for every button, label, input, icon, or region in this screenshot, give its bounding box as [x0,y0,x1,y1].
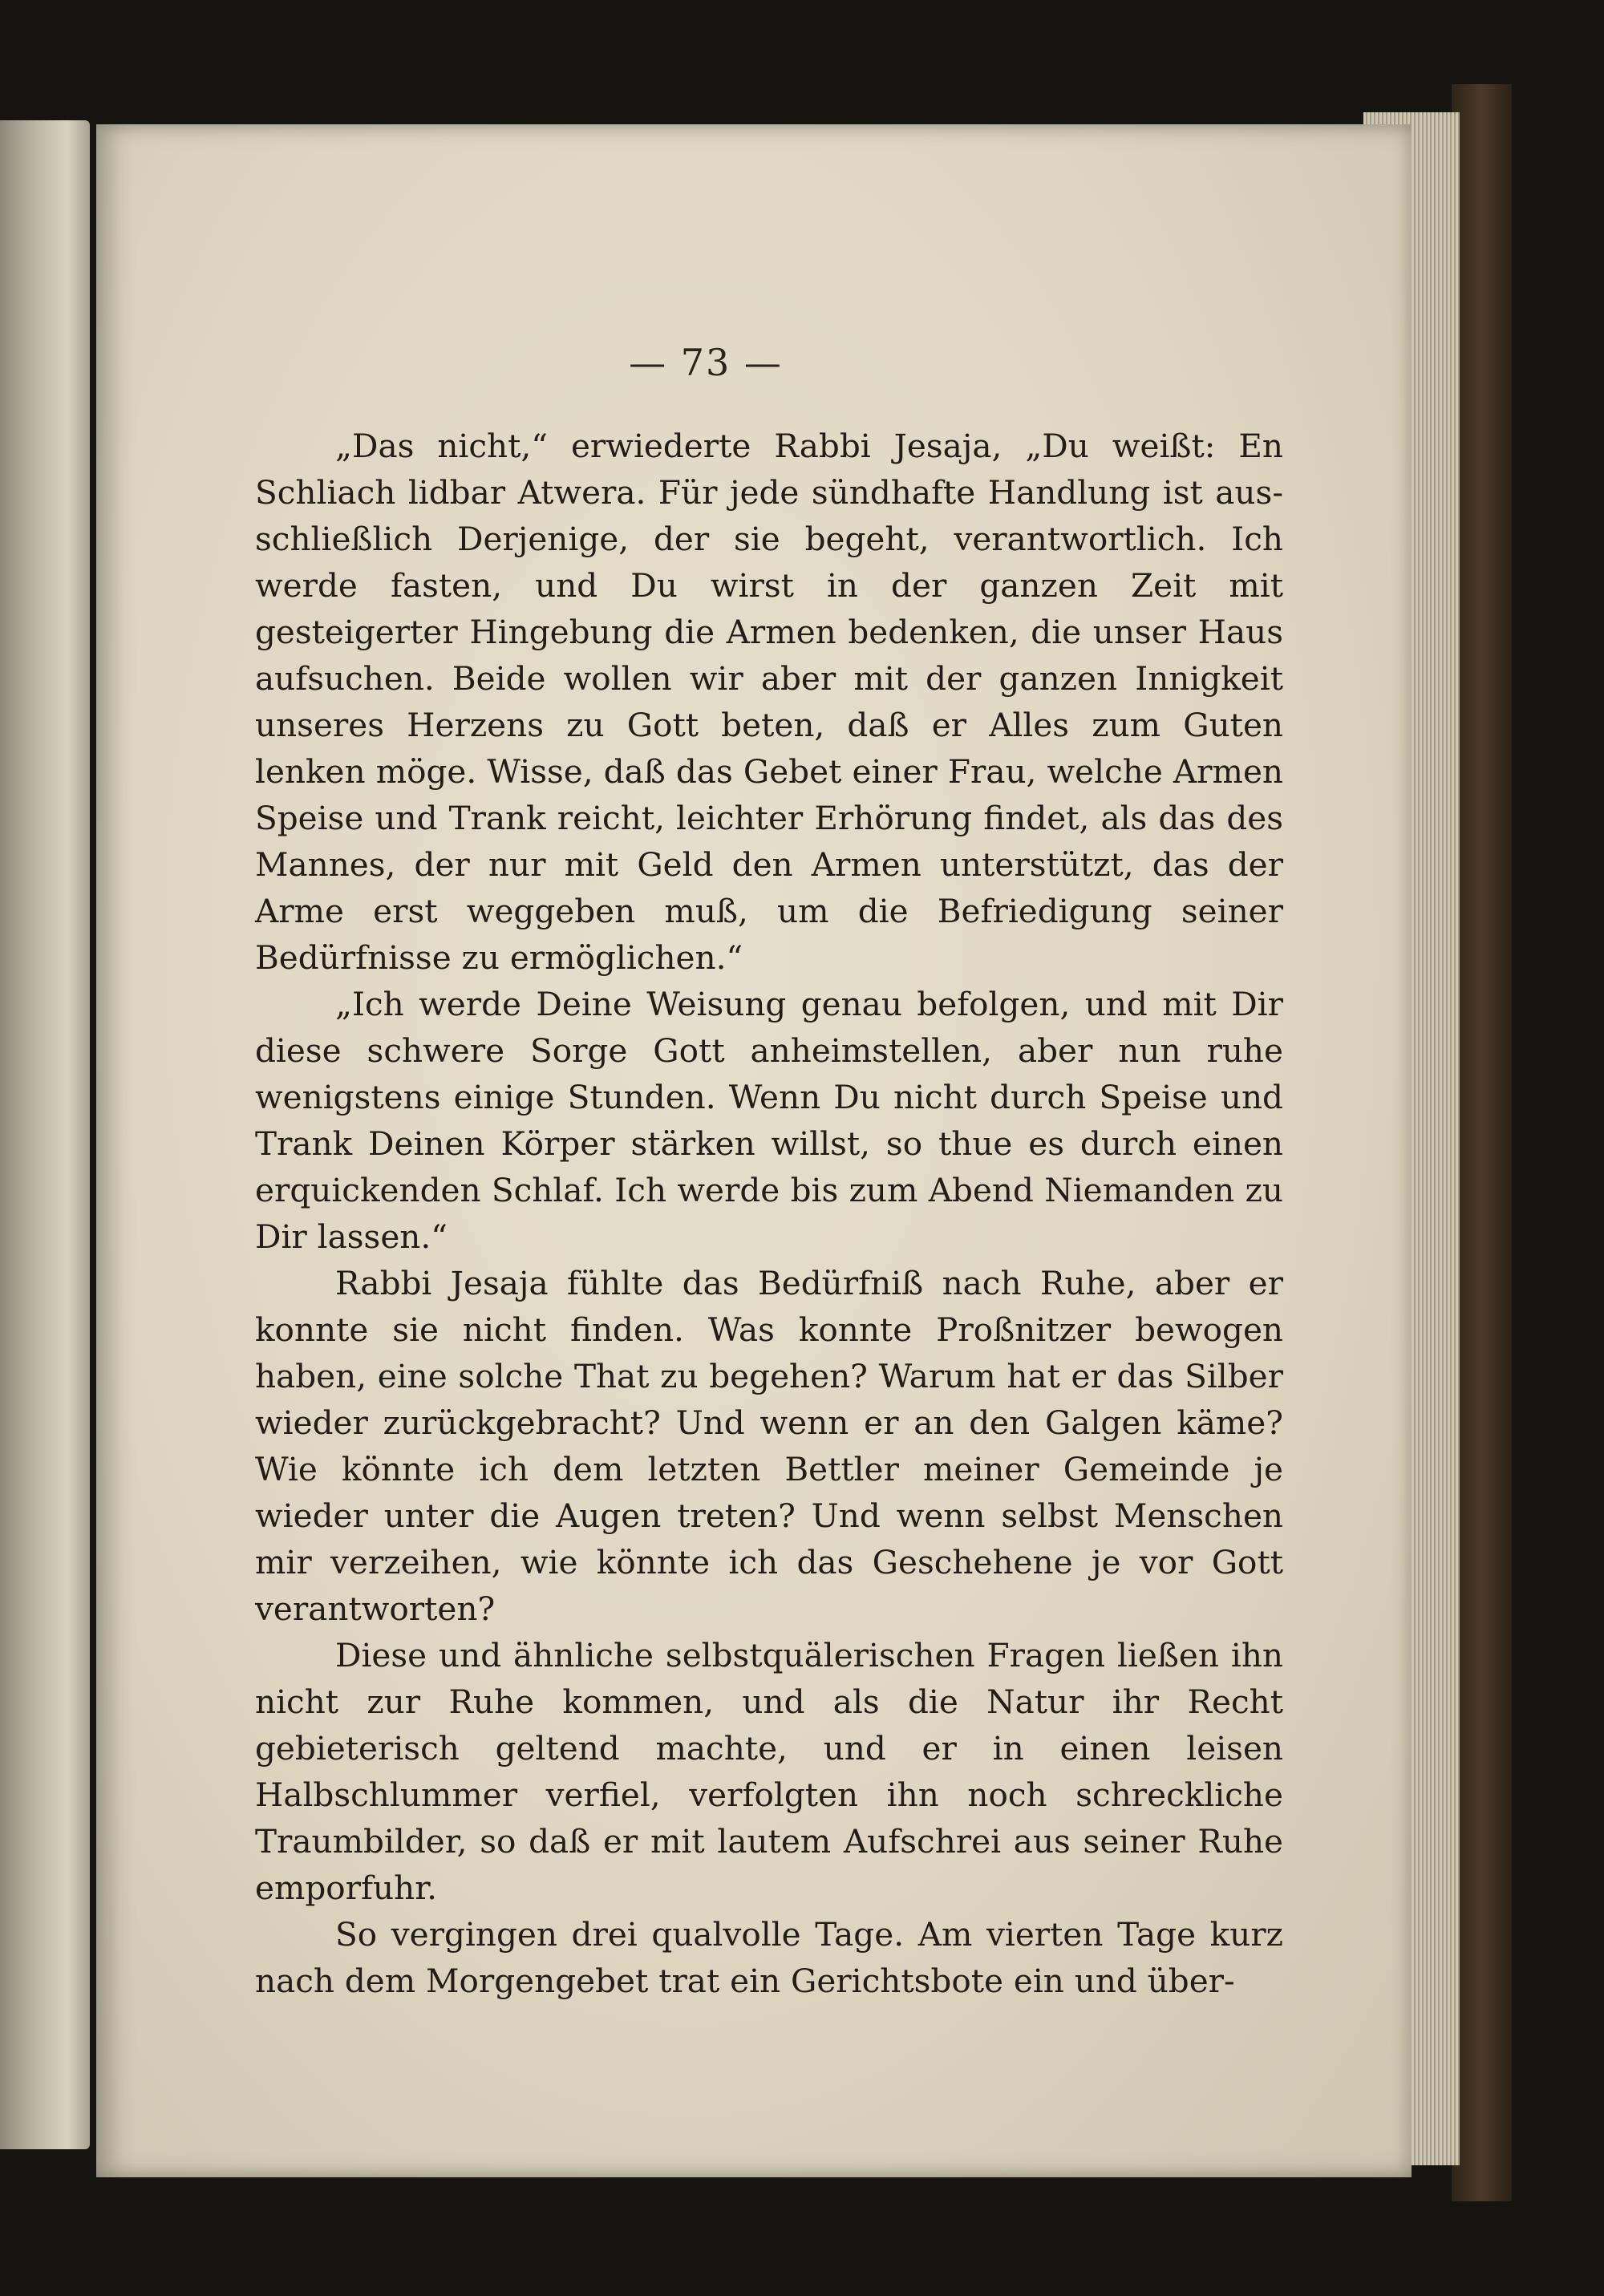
paragraph-5: So vergingen drei qualvolle Tage. Am vierten Tage kurz nach dem Morgengebet trat ein Gerichtsbote ein und über- [255,1915,1283,2000]
paragraph-2: „Ich werde Deine Weisung genau befolgen, und mit Dir diese schwere Sorge Gott anheimstellen, aber nun ruhe wenigstens einige Stunden. Wenn Du nicht durch Speise und Trank Deinen Körper stärken willst, so thue es durch einen erquickenden Schlaf. Ich werde bis zum Abend Niemanden zu Dir lassen.“ [255,985,1283,1256]
book-cover-edge [1452,84,1512,2201]
paragraph-3: Rabbi Jesaja fühlte das Bedürfniß nach Ruhe, aber er konnte sie nicht finden. Was konnte Proßnitzer bewogen haben, eine solche That zu begehen? Warum hat er das Silber wieder zurückgebracht? Und wenn er an den Galgen käme? Wie könnte ich dem letzten Bettler meiner Gemeinde je wieder unter die Augen treten? Und wenn selbst Menschen mir verzeihen, wie könnte ich das Geschehene je vor Gott verantworten? [255,1264,1283,1628]
paragraph-1: „Das nicht,“ erwiederte Rabbi Jesaja, „Du weißt: En Schliach lidbar Atwera. Für jede sündhafte Handlung ist ausschließlich Derjenige, der sie begeht, verantwortlich. Ich werde fasten, und Du wirst in der ganzen Zeit mit gesteigerter Hingebung die Armen bedenken, die unser Haus aufsuchen. Beide wollen wir aber mit der ganzen Innigkeit unseres Herzens zu Gott beten, daß er Alles zum Guten lenken möge. Wisse, daß das Gebet einer Frau, welche Armen Speise und Trank reicht, leichter Erhörung findet, als das des Mannes, der nur mit Geld den Armen unterstützt, das der Arme erst weggeben muß, um die Befriedigung seiner Bedürfnisse zu ermöglichen.“ [255,427,1283,977]
body-text [255,423,1283,2004]
book-page [96,124,1412,2177]
paragraph-4: Diese und ähnliche selbstquälerischen Fragen ließen ihn nicht zur Ruhe kommen, und als die Natur ihr Recht gebieterisch geltend machte, und er in einen leisen Halbschlummer verfiel, verfolgten ihn noch schreckliche Traumbilder, so daß er mit lautem Aufschrei aus seiner Ruhe emporfuhr. [255,1636,1283,1907]
previous-page-edge [0,120,90,2149]
page-number: — 73 — [629,341,783,384]
